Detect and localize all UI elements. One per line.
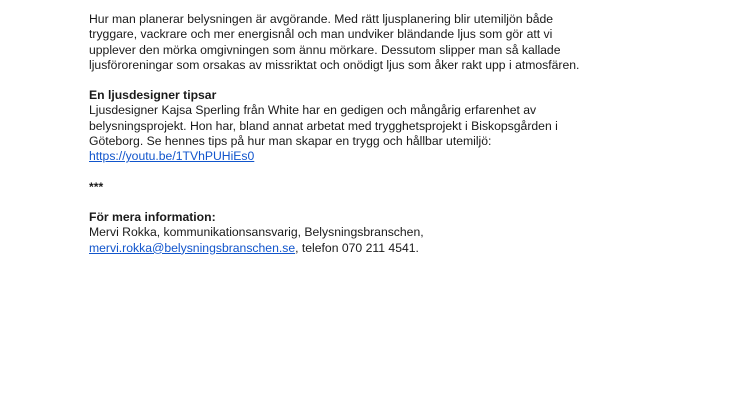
contact-line: Mervi Rokka, kommunikationsansvarig, Belysningsbranschen, — [89, 225, 424, 240]
intro-line: upplever den mörka omgivningen som ännu mörkare. Dessutom slipper man så kallade — [89, 42, 561, 57]
designer-section — [89, 88, 729, 164]
designer-line: belysningsprojekt. Hon har, bland annat arbetat med trygghetsprojekt i Biskopsgården i — [89, 118, 558, 133]
designer-line: Göteborg. Se hennes tips på hur man skapar en trygg och hållbar utemiljö: — [89, 134, 492, 149]
video-link-line — [89, 149, 729, 164]
intro-line: tryggare, vackrare och mer energisnål och man undviker bländande ljus som gör att vi — [89, 27, 553, 42]
separator: *** — [89, 179, 104, 194]
phone-text: , telefon 070 211 4541. — [295, 240, 419, 255]
document-body — [89, 12, 729, 271]
intro-line: Hur man planerar belysningen är avgörande. Med rätt ljusplanering blir utemiljön både — [89, 12, 554, 26]
contact-section — [89, 210, 729, 256]
intro-line: ljusföroreningar som orsakas av missriktat och onödigt ljus som åker rakt upp i atmosfären. — [89, 57, 580, 72]
separator-block — [89, 180, 729, 195]
designer-heading: En ljusdesigner tipsar — [89, 88, 217, 103]
contact-email-line — [89, 241, 729, 256]
contact-heading: För mera information: — [89, 209, 216, 224]
email-link[interactable]: mervi.rokka@belysningsbranschen.se — [89, 240, 296, 255]
video-link[interactable]: https://youtu.be/1TVhPUHiEs0 — [89, 149, 255, 164]
designer-line: Ljusdesigner Kajsa Sperling från White har en gedigen och mångårig erfarenhet av — [89, 103, 537, 118]
intro-paragraph — [89, 12, 729, 73]
